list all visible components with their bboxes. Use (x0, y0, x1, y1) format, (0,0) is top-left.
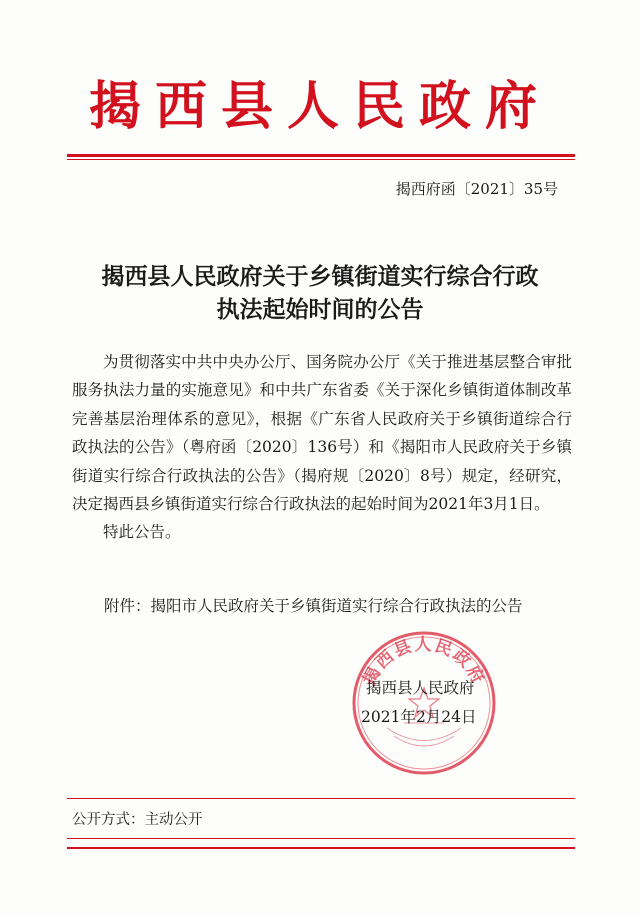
seal-text: 揭西县人民政府 (359, 635, 489, 689)
issuer-header: 揭西县人民政府 (88, 76, 551, 137)
body-paragraph-1: 为贯彻落实中共中央办公厅、国务院办公厅《关于推进基层整合审批服务执法力量的实施意见》和中共广东省委《关于深化乡镇街道体制改革完善基层治理体系的意见》，根据《广东省人民政府关于乡镇街道综合行政执法的公告》（粤府函〔2020〕136号）和《揭阳市人民政府关于乡镇街道实行综合行政执法的公告》（揭府规〔2020〕8号）规定，经研究，决定揭西县乡镇街道实行综合行政执法的起始时间为2021年3月1日。 (72, 353, 572, 514)
attachment-line: 附件：揭阳市人民政府关于乡镇街道实行综合行政执法的公告 (104, 597, 523, 615)
signature-organization: 揭西县人民政府 (366, 679, 475, 697)
document-body (72, 348, 572, 547)
header-red-rule-thin (67, 159, 575, 160)
disclosure-method: 公开方式：主动公开 (72, 812, 203, 828)
official-seal (349, 628, 499, 778)
document-number: 揭西府函〔2021〕35号 (395, 180, 558, 198)
header-red-rule (67, 154, 575, 157)
signature-date: 2021年2月24日 (361, 708, 477, 726)
body-paragraph-2: 特此公告。 (103, 523, 181, 542)
footer-rule-top (67, 798, 575, 799)
footer-rule-middle (67, 838, 575, 839)
footer-rule-bottom (67, 847, 575, 849)
title-line-2: 执法起始时间的公告 (216, 296, 424, 323)
title-line-1: 揭西县人民政府关于乡镇街道实行综合行政 (101, 263, 539, 290)
document-title (60, 260, 580, 326)
